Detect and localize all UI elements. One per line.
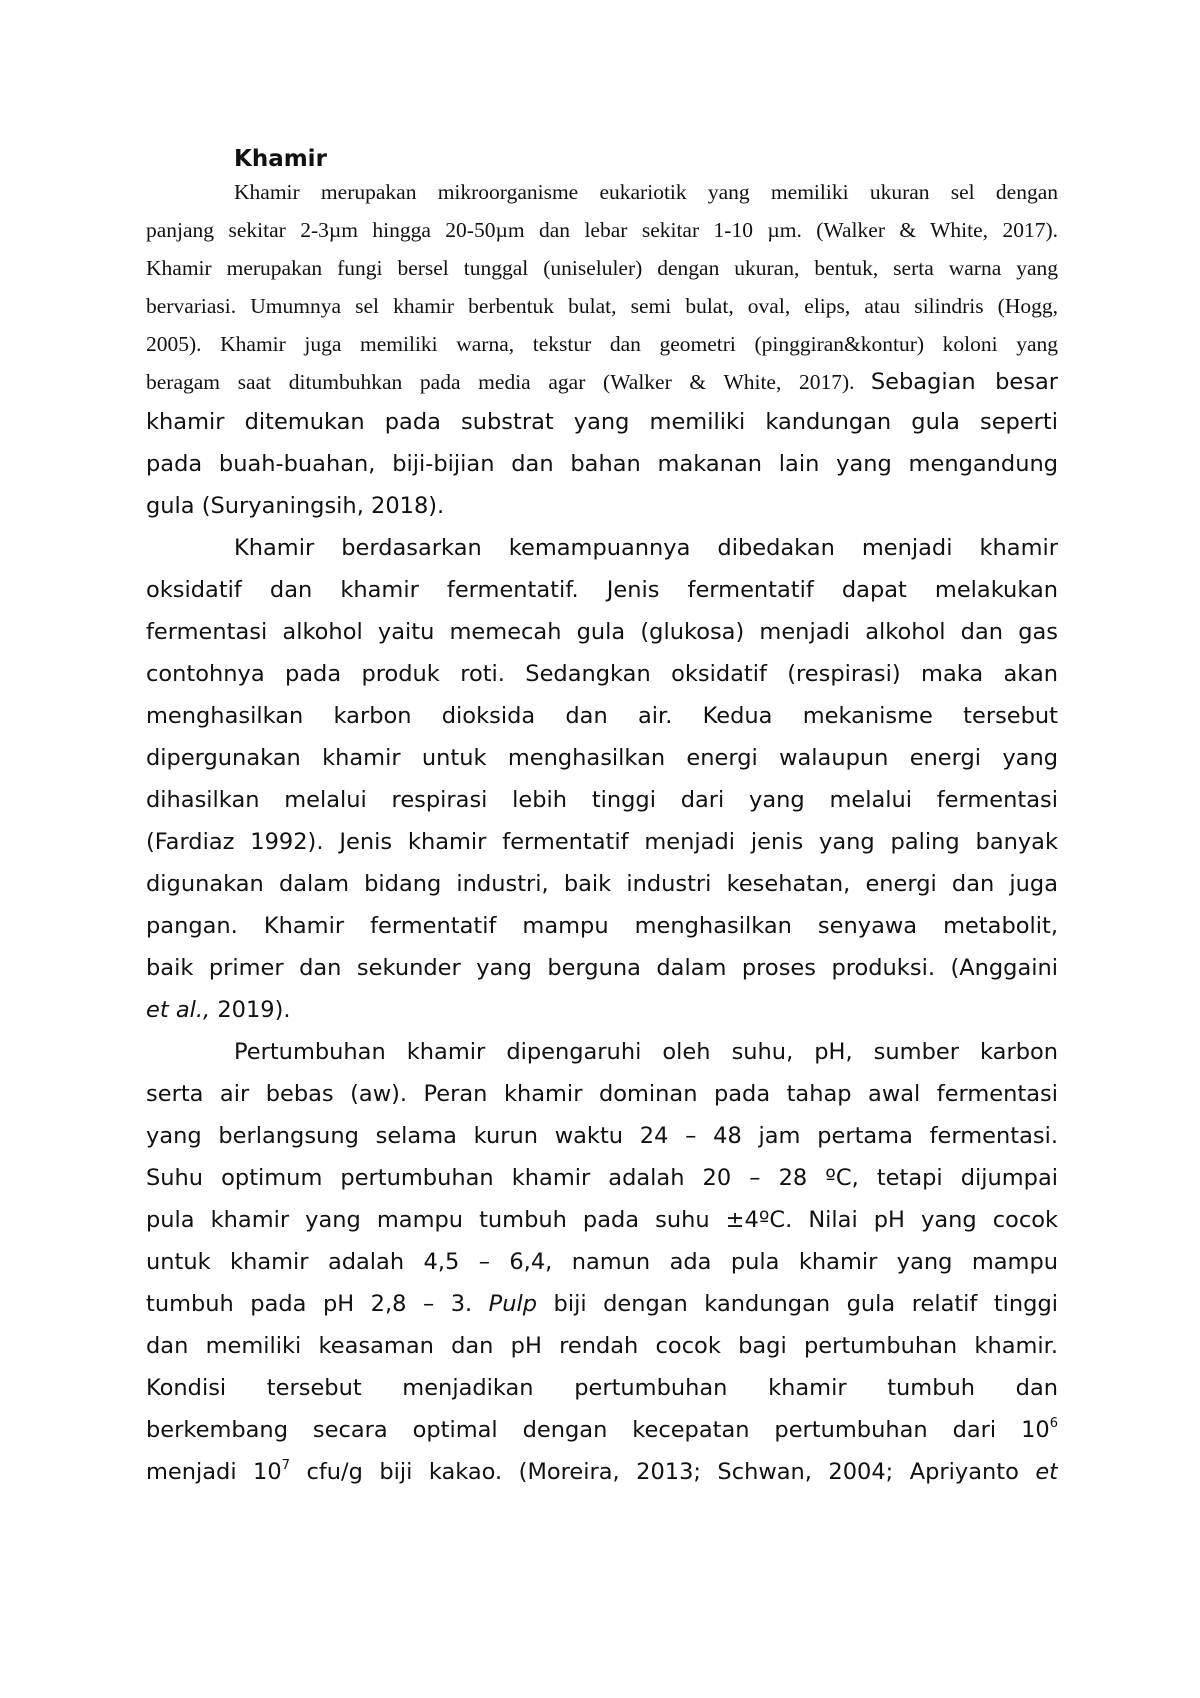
paragraph-1-line-1: Khamir merupakan mikroorganisme eukariotik yang memiliki ukuran sel dengan bbox=[234, 180, 1058, 204]
paragraph-2-line-3: fermentasi alkohol yaitu memecah gula (glukosa) menjadi alkohol dan gas bbox=[146, 619, 1058, 645]
paragraph-2-line-9: digunakan dalam bidang industri, baik industri kesehatan, energi dan juga bbox=[146, 871, 1058, 897]
paragraph-3-line-6: untuk khamir adalah 4,5 – 6,4, namun ada pula khamir yang mampu bbox=[146, 1249, 1058, 1275]
paragraph-3-line-11-a: menjadi 10 bbox=[146, 1459, 282, 1485]
citation-year: 2019). bbox=[210, 997, 291, 1023]
exponent-6: 6 bbox=[1049, 1416, 1058, 1431]
paragraph-2-line-6: dipergunakan khamir untuk menghasilkan energi walaupun energi yang bbox=[146, 745, 1058, 771]
paragraph-2-line-2: oksidatif dan khamir fermentatif. Jenis fermentatif dapat melakukan bbox=[146, 577, 1058, 603]
paragraph-3-line-10-text: berkembang secara optimal dengan kecepatan pertumbuhan dari 10 bbox=[146, 1417, 1050, 1443]
paragraph-2-line-7: dihasilkan melalui respirasi lebih tinggi dari yang melalui fermentasi bbox=[146, 787, 1058, 813]
paragraph-3-line-7-b: biji dengan kandungan gula relatif tinggi bbox=[537, 1291, 1058, 1317]
paragraph-1-line-6 bbox=[146, 361, 1058, 403]
paragraph-2-line-5: menghasilkan karbon dioksida dan air. Kedua mekanisme tersebut bbox=[146, 703, 1058, 729]
paragraph-3-line-7-a: tumbuh pada pH 2,8 – 3. bbox=[146, 1291, 489, 1317]
citation-et-al: et al., bbox=[146, 997, 211, 1023]
paragraph-3-line-3: yang berlangsung selama kurun waktu 24 – 48 jam pertama fermentasi. bbox=[146, 1123, 1058, 1149]
paragraph-2-line-10: pangan. Khamir fermentatif mampu menghasilkan senyawa metabolit, bbox=[146, 913, 1058, 939]
paragraph-2-line-11: baik primer dan sekunder yang berguna dalam proses produksi. (Anggaini bbox=[146, 955, 1058, 981]
paragraph-3-line-8: dan memiliki keasaman dan pH rendah cocok bagi pertumbuhan khamir. bbox=[146, 1333, 1058, 1359]
paragraph-3-line-11 bbox=[146, 1451, 1058, 1493]
paragraph-2-line-1: Khamir berdasarkan kemampuannya dibedakan menjadi khamir bbox=[234, 535, 1058, 561]
paragraph-1-line-2: panjang sekitar 2-3µm hingga 20-50µm dan lebar sekitar 1-10 µm. (Walker & White, 2017). bbox=[146, 218, 1058, 242]
paragraph-2-line-8: (Fardiaz 1992). Jenis khamir fermentatif menjadi jenis yang paling banyak bbox=[146, 829, 1058, 855]
paragraph-3-line-5: pula khamir yang mampu tumbuh pada suhu ±4ºC. Nilai pH yang cocok bbox=[146, 1207, 1058, 1233]
paragraph-1-line-8: pada buah-buahan, biji-bijian dan bahan makanan lain yang mengandung bbox=[146, 451, 1058, 477]
paragraph-1-line-6-serif: beragam saat ditumbuhkan pada media agar (Walker & White, 2017). bbox=[146, 370, 855, 394]
paragraph-1-line-5: 2005). Khamir juga memiliki warna, tekstur dan geometri (pinggiran&kontur) koloni yang bbox=[146, 332, 1058, 356]
paragraph-3-line-7 bbox=[146, 1283, 1058, 1325]
paragraph-3-line-4: Suhu optimum pertumbuhan khamir adalah 20 – 28 ºC, tetapi dijumpai bbox=[146, 1165, 1058, 1191]
paragraph-3-line-9: Kondisi tersebut menjadikan pertumbuhan khamir tumbuh dan bbox=[146, 1375, 1058, 1401]
paragraph-1-line-9: gula (Suryaningsih, 2018). bbox=[146, 493, 445, 519]
paragraph-3-line-11-b: cfu/g biji kakao. (Moreira, 2013; Schwan, 2004; Apriyanto bbox=[289, 1459, 1036, 1485]
paragraph-3-line-1: Pertumbuhan khamir dipengaruhi oleh suhu, pH, sumber karbon bbox=[234, 1039, 1058, 1065]
term-pulp: Pulp bbox=[488, 1291, 538, 1317]
paragraph-3-line-10 bbox=[146, 1409, 1058, 1451]
citation-et: et bbox=[1035, 1459, 1058, 1485]
paragraph-3-line-2: serta air bebas (aw). Peran khamir dominan pada tahap awal fermentasi bbox=[146, 1081, 1058, 1107]
section-heading: Khamir bbox=[234, 146, 327, 172]
exponent-7: 7 bbox=[281, 1458, 290, 1473]
paragraph-1-line-3: Khamir merupakan fungi bersel tunggal (uniseluler) dengan ukuran, bentuk, serta warna yang bbox=[146, 256, 1058, 280]
paragraph-1-line-6-sans: Sebagian besar bbox=[870, 369, 1058, 395]
paragraph-1-line-7: khamir ditemukan pada substrat yang memiliki kandungan gula seperti bbox=[146, 409, 1058, 435]
paragraph-1-line-4: bervariasi. Umumnya sel khamir berbentuk bulat, semi bulat, oval, elips, atau silindris (Hogg, bbox=[146, 294, 1058, 318]
paragraph-2-line-4: contohnya pada produk roti. Sedangkan oksidatif (respirasi) maka akan bbox=[146, 661, 1058, 687]
paragraph-2-line-12 bbox=[146, 989, 1058, 1031]
